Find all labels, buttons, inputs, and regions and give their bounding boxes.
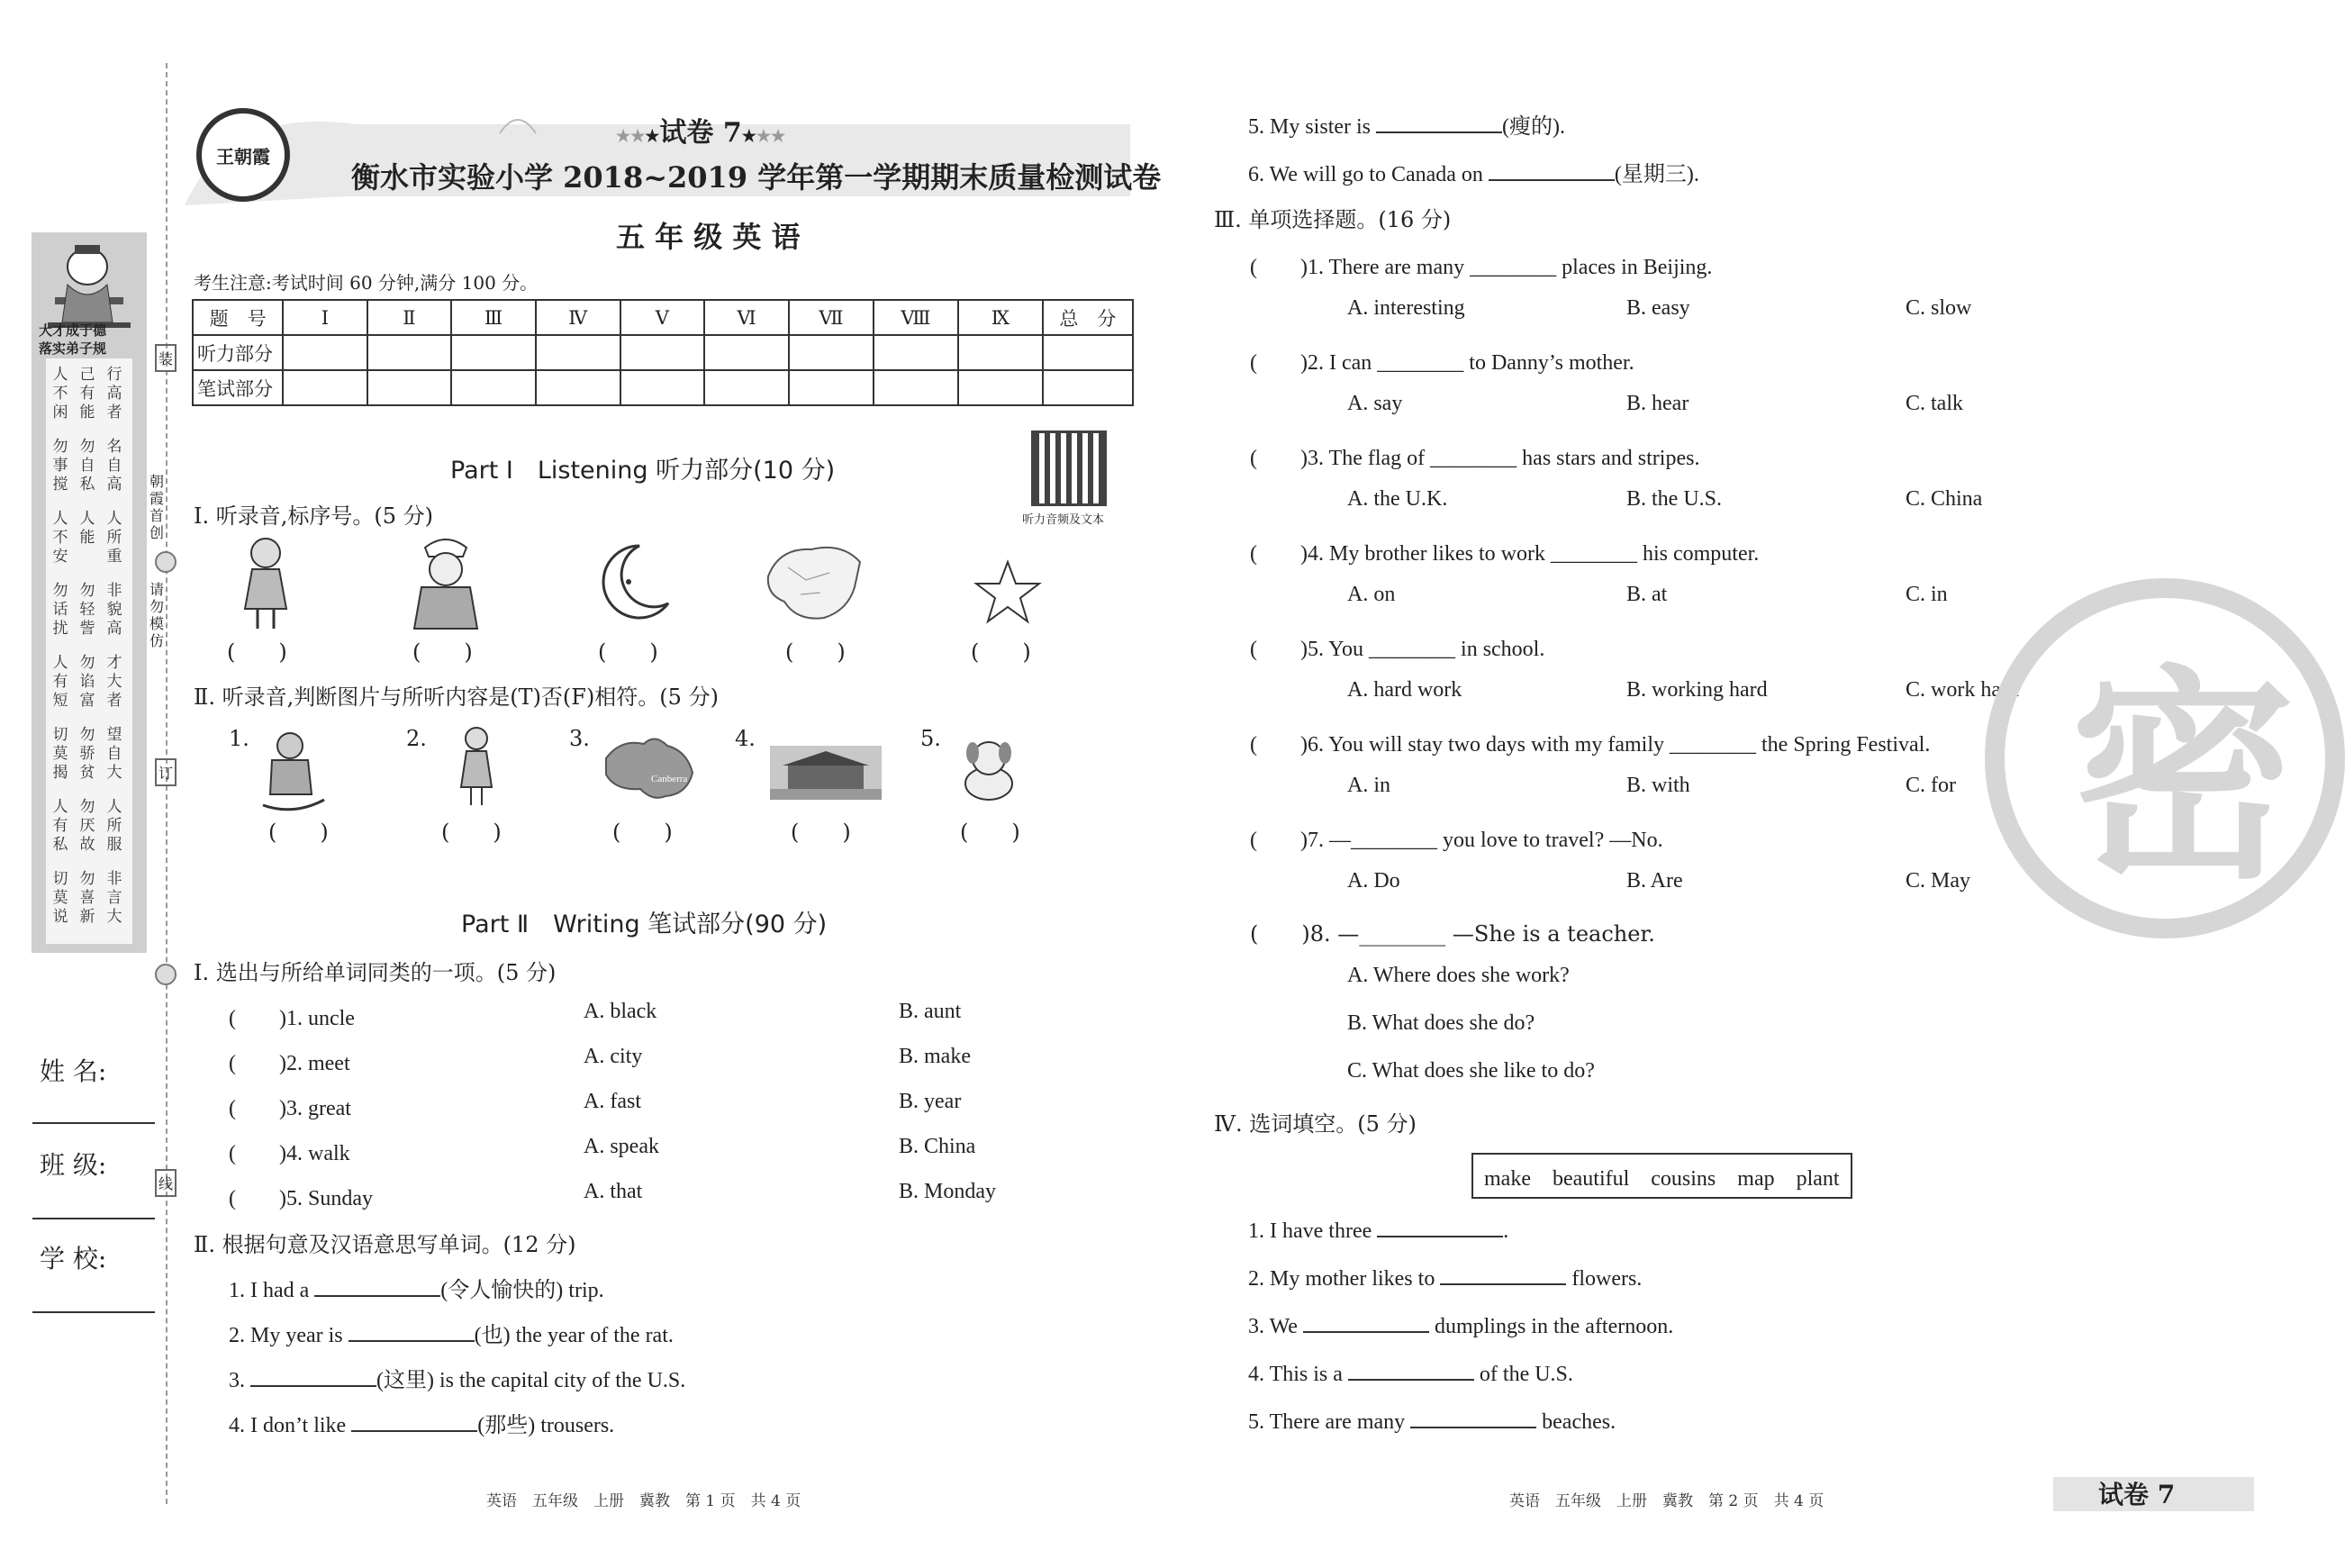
sec4-item bbox=[1248, 1313, 1673, 1339]
footer-left: 英语 五年级 上册 冀教 第 1 页 共 4 页 bbox=[486, 1492, 801, 1510]
sec2-blank[interactable] bbox=[349, 1322, 475, 1342]
sec3-option[interactable]: C. talk bbox=[1906, 392, 1963, 415]
class-field[interactable] bbox=[32, 1218, 155, 1219]
score-header-cell: Ⅷ bbox=[874, 300, 958, 335]
school-title: 衡水市实验小学 2018~2019 学年第一学期期末质量检测试卷 bbox=[351, 160, 1162, 195]
score-cell[interactable] bbox=[536, 335, 620, 370]
score-cell[interactable] bbox=[874, 335, 958, 370]
score-cell[interactable] bbox=[451, 335, 536, 370]
motto-column: 勿喜新 bbox=[79, 870, 95, 926]
sec4-item-suffix: flowers. bbox=[1566, 1267, 1643, 1291]
sec4-blank[interactable] bbox=[1348, 1361, 1474, 1381]
subject-title: 五 年 级 英 语 bbox=[616, 220, 801, 254]
motto-column: 勿话扰 bbox=[52, 582, 68, 638]
girl-picture bbox=[236, 533, 295, 632]
logo-badge bbox=[196, 108, 290, 202]
sec1-question[interactable]: ( )2. meet bbox=[229, 1052, 350, 1075]
sec3-option[interactable]: C. for bbox=[1906, 774, 1956, 797]
score-cell[interactable] bbox=[704, 335, 789, 370]
footer-right: 英语 五年级 上册 冀教 第 2 页 共 4 页 bbox=[1509, 1492, 1824, 1510]
sec2-item-prefix: 6. We will go to Canada on bbox=[1248, 163, 1489, 186]
binding-seal-2: 订 bbox=[155, 758, 177, 786]
p1-s2-num-4: 4. bbox=[735, 726, 756, 751]
sec3-option[interactable]: B. with bbox=[1626, 774, 1690, 797]
motto-column: 人所重 bbox=[106, 510, 122, 566]
sec2-item bbox=[229, 1317, 674, 1348]
nurse-picture bbox=[405, 535, 486, 630]
sec1-question[interactable]: ( )5. Sunday bbox=[229, 1187, 373, 1210]
sec1-option-b[interactable]: B. make bbox=[899, 1045, 971, 1068]
star-picture bbox=[973, 558, 1043, 625]
sec3-option[interactable]: B. hear bbox=[1626, 392, 1689, 415]
part1-title: Part Ⅰ Listening 听力部分(10 分) bbox=[450, 457, 836, 485]
score-cell[interactable] bbox=[451, 370, 536, 405]
girl-picture-2 bbox=[456, 724, 497, 809]
sec4-item bbox=[1248, 1218, 1508, 1244]
sec3-option[interactable]: A. the U.K. bbox=[1347, 487, 1448, 511]
sec3-question[interactable]: ( )2. I can ________ to Danny’s mother. bbox=[1250, 351, 1634, 375]
p1-s2-answer-4[interactable]: ( ) bbox=[791, 820, 851, 845]
binding-seal-1: 装 bbox=[155, 344, 177, 372]
banner-line-1: 大才成于德 bbox=[39, 322, 107, 339]
score-header-cell: Ⅳ bbox=[536, 300, 620, 335]
motto-column: 切莫揭 bbox=[52, 726, 68, 782]
score-cell[interactable] bbox=[283, 335, 367, 370]
sec2-item-hint: (星期三). bbox=[1614, 163, 1699, 186]
sec3-option[interactable]: B. at bbox=[1626, 583, 1668, 606]
sec3-option[interactable]: A. hard work bbox=[1347, 678, 1462, 702]
sec1-question[interactable]: ( )4. walk bbox=[229, 1142, 350, 1165]
sec4-item-suffix: dumplings in the afternoon. bbox=[1428, 1315, 1674, 1338]
p1-s1-answer-1[interactable]: ( ) bbox=[227, 639, 287, 665]
score-cell[interactable] bbox=[620, 335, 705, 370]
sec4-item-prefix: 1. I have three bbox=[1248, 1219, 1378, 1243]
score-cell[interactable] bbox=[958, 370, 1043, 405]
sec2-item-hint: (也) the year of the rat. bbox=[474, 1324, 674, 1347]
score-table bbox=[192, 299, 1134, 406]
p1-s2-answer-2[interactable]: ( ) bbox=[441, 820, 502, 845]
score-header-cell: Ⅵ bbox=[704, 300, 789, 335]
sec4-blank[interactable] bbox=[1377, 1218, 1503, 1237]
sec3-question[interactable]: ( )7. —________ you love to travel? —No. bbox=[1250, 829, 1663, 852]
p1-s2-num-3: 3. bbox=[569, 726, 590, 751]
tiananmen-picture bbox=[770, 746, 882, 800]
sec2-item-prefix: 1. I had a bbox=[229, 1279, 315, 1302]
motto-column: 人不安 bbox=[52, 510, 68, 566]
p1-s1-answer-3[interactable]: ( ) bbox=[598, 639, 658, 665]
motto-column: 勿轻訾 bbox=[79, 582, 95, 638]
sec3-option[interactable]: A. on bbox=[1347, 583, 1396, 606]
punch-hole-1 bbox=[155, 551, 177, 573]
sec1-option-a[interactable]: A. speak bbox=[584, 1135, 659, 1158]
corner-label: 试卷 7 bbox=[2098, 1480, 2176, 1509]
sec2-item-prefix: 4. I don’t like bbox=[229, 1414, 352, 1437]
p1-s2-num-1: 1. bbox=[229, 726, 249, 751]
sec3-question[interactable]: ( )1. There are many ________ places in Beijing. bbox=[1250, 256, 1713, 279]
motto-grid bbox=[46, 358, 132, 944]
p2-sec1-title: Ⅰ. 选出与所给单词同类的一项。(5 分) bbox=[194, 960, 557, 985]
p1-sec1-title: Ⅰ. 听录音,标序号。(5 分) bbox=[194, 503, 433, 529]
sec2-blank[interactable] bbox=[1489, 161, 1615, 181]
school-field[interactable] bbox=[32, 1311, 155, 1313]
sec4-item-suffix: . bbox=[1503, 1219, 1509, 1243]
name-field[interactable] bbox=[32, 1122, 155, 1124]
p1-s1-answer-2[interactable]: ( ) bbox=[412, 639, 473, 665]
sec4-item-suffix: of the U.S. bbox=[1473, 1363, 1573, 1386]
school-label: 学 校: bbox=[40, 1244, 107, 1273]
p1-s2-answer-5[interactable]: ( ) bbox=[960, 820, 1020, 845]
sec2-blank[interactable] bbox=[250, 1367, 376, 1387]
motto-column: 己有能 bbox=[79, 366, 95, 421]
score-header-cell: Ⅴ bbox=[620, 300, 705, 335]
sec4-item-prefix: 2. My mother likes to bbox=[1248, 1267, 1441, 1291]
qr-caption: 听力音频及文本 bbox=[1022, 513, 1105, 527]
motto-column: 人所服 bbox=[106, 798, 122, 854]
sec3-question[interactable]: ( )3. The flag of ________ has stars and stripes. bbox=[1250, 447, 1700, 470]
sec2-item bbox=[229, 1407, 614, 1438]
score-header-cell: 题 号 bbox=[193, 300, 283, 335]
p1-sec2-title: Ⅱ. 听录音,判断图片与所听内容是(T)否(F)相符。(5 分) bbox=[194, 684, 719, 710]
score-header-cell: 总 分 bbox=[1043, 300, 1133, 335]
class-label: 班 级: bbox=[40, 1150, 107, 1180]
sec1-option-b[interactable]: B. year bbox=[899, 1090, 962, 1113]
china-map-picture bbox=[761, 540, 867, 623]
sec1-question[interactable]: ( )1. uncle bbox=[229, 1007, 355, 1030]
sec1-option-b[interactable]: B. China bbox=[899, 1135, 976, 1158]
motto-column: 人有私 bbox=[52, 798, 68, 854]
confidential-stamp bbox=[1985, 578, 2295, 947]
sec3-option[interactable]: B. easy bbox=[1626, 296, 1690, 320]
sec1-option-a[interactable]: A. city bbox=[584, 1045, 643, 1068]
word-box: make beautiful cousins map plant bbox=[1471, 1153, 1852, 1199]
score-header-cell: Ⅲ bbox=[451, 300, 536, 335]
moon-picture bbox=[594, 540, 674, 621]
motto-column: 勿事搅 bbox=[52, 438, 68, 494]
sec3-question[interactable]: ( )5. You ________ in school. bbox=[1250, 638, 1545, 661]
score-header-cell: Ⅰ bbox=[283, 300, 367, 335]
australia-map-picture bbox=[599, 731, 698, 803]
sec3-option[interactable]: A. interesting bbox=[1347, 296, 1465, 320]
score-cell[interactable] bbox=[874, 370, 958, 405]
sec3-option[interactable]: C. work hard bbox=[1906, 678, 2019, 702]
sec4-item-prefix: 4. This is a bbox=[1248, 1363, 1348, 1386]
motto-column: 人能 bbox=[79, 510, 95, 547]
motto-column: 名自高 bbox=[106, 438, 122, 494]
qr-code[interactable] bbox=[1031, 431, 1107, 506]
sec3-option[interactable]: C. slow bbox=[1906, 296, 1972, 320]
score-cell[interactable] bbox=[704, 370, 789, 405]
score-header-cell: Ⅱ bbox=[367, 300, 452, 335]
motto-column: 望自大 bbox=[106, 726, 122, 782]
exam-notice: 考生注意:考试时间 60 分钟,满分 100 分。 bbox=[194, 272, 539, 294]
p1-s2-answer-1[interactable]: ( ) bbox=[268, 820, 329, 845]
score-cell[interactable] bbox=[1043, 335, 1133, 370]
sec3-q8-option-c[interactable]: C. What does she like to do? bbox=[1347, 1059, 1595, 1083]
sec2-item-prefix: 2. My year is bbox=[229, 1324, 349, 1347]
sec1-option-a[interactable]: A. black bbox=[584, 1000, 657, 1023]
sec2-item-hint: (这里) is the capital city of the U.S. bbox=[376, 1369, 686, 1392]
motto-column: 人不闲 bbox=[52, 366, 68, 421]
score-header-cell: Ⅸ bbox=[958, 300, 1043, 335]
motto-column: 人有短 bbox=[52, 654, 68, 710]
map-label-canberra: Canberra bbox=[651, 774, 688, 784]
sec3-option[interactable]: C. China bbox=[1906, 487, 1983, 511]
sec2-item bbox=[1248, 108, 1565, 140]
sec4-blank[interactable] bbox=[1303, 1313, 1429, 1333]
sec1-option-b[interactable]: B. aunt bbox=[899, 1000, 962, 1023]
p2-sec2-title: Ⅱ. 根据句意及汉语意思写单词。(12 分) bbox=[194, 1232, 576, 1257]
sec2-item-hint: (那些) trousers. bbox=[477, 1414, 615, 1437]
sec3-question[interactable]: ( )4. My brother likes to work ________ his computer. bbox=[1250, 542, 1760, 566]
binding-seal-3: 线 bbox=[155, 1169, 177, 1197]
sec4-blank[interactable] bbox=[1410, 1409, 1536, 1428]
sec4-item bbox=[1248, 1409, 1616, 1435]
part2-title: Part Ⅱ Writing 笔试部分(90 分) bbox=[461, 911, 828, 938]
motto-column: 勿自私 bbox=[79, 438, 95, 494]
sec3-option[interactable]: B. working hard bbox=[1626, 678, 1768, 702]
motto-column: 才大者 bbox=[106, 654, 122, 710]
p2-sec3-title: Ⅲ. 单项选择题。(16 分) bbox=[1214, 207, 1452, 232]
motto-column: 非貌高 bbox=[106, 582, 122, 638]
name-label: 姓 名: bbox=[40, 1056, 107, 1086]
motto-column: 行高者 bbox=[106, 366, 122, 421]
p2-sec4-title: Ⅳ. 选词填空。(5 分) bbox=[1214, 1111, 1417, 1137]
sec4-item-suffix: beaches. bbox=[1536, 1410, 1616, 1434]
score-row-label: 笔试部分 bbox=[193, 370, 283, 405]
sec4-item bbox=[1248, 1265, 1642, 1292]
p1-s1-answer-4[interactable]: ( ) bbox=[785, 639, 846, 665]
score-cell[interactable] bbox=[958, 335, 1043, 370]
side-text-2: 请勿模仿 bbox=[149, 581, 165, 649]
score-cell[interactable] bbox=[283, 370, 367, 405]
sec3-option[interactable]: B. Are bbox=[1626, 869, 1683, 893]
banner-line-2: 落实弟子规 bbox=[39, 340, 107, 357]
dog-picture bbox=[953, 731, 1028, 807]
sec3-q8-question[interactable]: ( )8. —________ —She is a teacher. bbox=[1250, 921, 1655, 947]
sec3-q8-option-b[interactable]: B. What does she do? bbox=[1347, 1011, 1535, 1035]
sec2-item-prefix: 3. bbox=[229, 1369, 250, 1392]
p1-s2-num-5: 5. bbox=[920, 726, 941, 751]
score-row-label: 听力部分 bbox=[193, 335, 283, 370]
score-cell[interactable] bbox=[789, 370, 874, 405]
paper-label: ★★★试卷 7★★★ bbox=[616, 117, 786, 149]
score-cell[interactable] bbox=[536, 370, 620, 405]
score-cell[interactable] bbox=[789, 335, 874, 370]
sec3-option[interactable]: B. the U.S. bbox=[1626, 487, 1723, 511]
sec4-item-prefix: 3. We bbox=[1248, 1315, 1303, 1338]
sec3-option[interactable]: A. in bbox=[1347, 774, 1390, 797]
score-cell[interactable] bbox=[1043, 370, 1133, 405]
sec1-option-a[interactable]: A. that bbox=[584, 1180, 643, 1203]
stamp-char: 密 bbox=[2070, 647, 2295, 909]
motto-column: 勿厌故 bbox=[79, 798, 95, 854]
sec3-q8-option-a[interactable]: A. Where does she work? bbox=[1347, 964, 1570, 987]
sec3-option[interactable]: A. Do bbox=[1347, 869, 1400, 893]
p1-s2-answer-3[interactable]: ( ) bbox=[612, 820, 673, 845]
sec2-blank[interactable] bbox=[351, 1412, 477, 1432]
sec4-item bbox=[1248, 1361, 1573, 1387]
sec1-option-b[interactable]: B. Monday bbox=[899, 1180, 996, 1203]
side-text-1: 朝霞首创 bbox=[149, 473, 165, 541]
sec2-item bbox=[229, 1362, 685, 1393]
score-header-cell: Ⅶ bbox=[789, 300, 874, 335]
score-cell[interactable] bbox=[367, 370, 452, 405]
sec2-blank[interactable] bbox=[314, 1277, 440, 1297]
score-cell[interactable] bbox=[620, 370, 705, 405]
logo-text: 王朝霞 bbox=[216, 145, 270, 168]
score-cell[interactable] bbox=[367, 335, 452, 370]
sec2-item-hint: (令人愉快的) trip. bbox=[440, 1279, 604, 1302]
sec4-item-prefix: 5. There are many bbox=[1248, 1410, 1411, 1434]
grandmother-rocking-chair-picture bbox=[259, 728, 328, 811]
sec4-blank[interactable] bbox=[1440, 1265, 1566, 1285]
sec1-question[interactable]: ( )3. great bbox=[229, 1097, 351, 1120]
punch-hole-2 bbox=[155, 964, 177, 985]
sec3-option[interactable]: A. say bbox=[1347, 392, 1403, 415]
motto-column: 非言大 bbox=[106, 870, 122, 926]
p1-s2-num-2: 2. bbox=[406, 726, 427, 751]
sec2-item-hint: (瘦的). bbox=[1502, 115, 1565, 139]
sec3-option[interactable]: C. May bbox=[1906, 869, 1970, 893]
sec2-item bbox=[1248, 156, 1699, 187]
motto-column: 勿骄贫 bbox=[79, 726, 95, 782]
motto-column: 勿谄富 bbox=[79, 654, 95, 710]
p1-s1-answer-5[interactable]: ( ) bbox=[971, 639, 1031, 665]
sec2-item bbox=[229, 1272, 604, 1303]
motto-column: 切莫说 bbox=[52, 870, 68, 926]
motto-sidebar bbox=[32, 232, 147, 953]
sec3-question[interactable]: ( )6. You will stay two days with my family ________ the Spring Festival. bbox=[1250, 733, 1931, 757]
sec2-item-prefix: 5. My sister is bbox=[1248, 115, 1377, 139]
sec3-option[interactable]: C. in bbox=[1906, 583, 1948, 606]
sec1-option-a[interactable]: A. fast bbox=[584, 1090, 641, 1113]
sec2-blank[interactable] bbox=[1376, 113, 1502, 133]
